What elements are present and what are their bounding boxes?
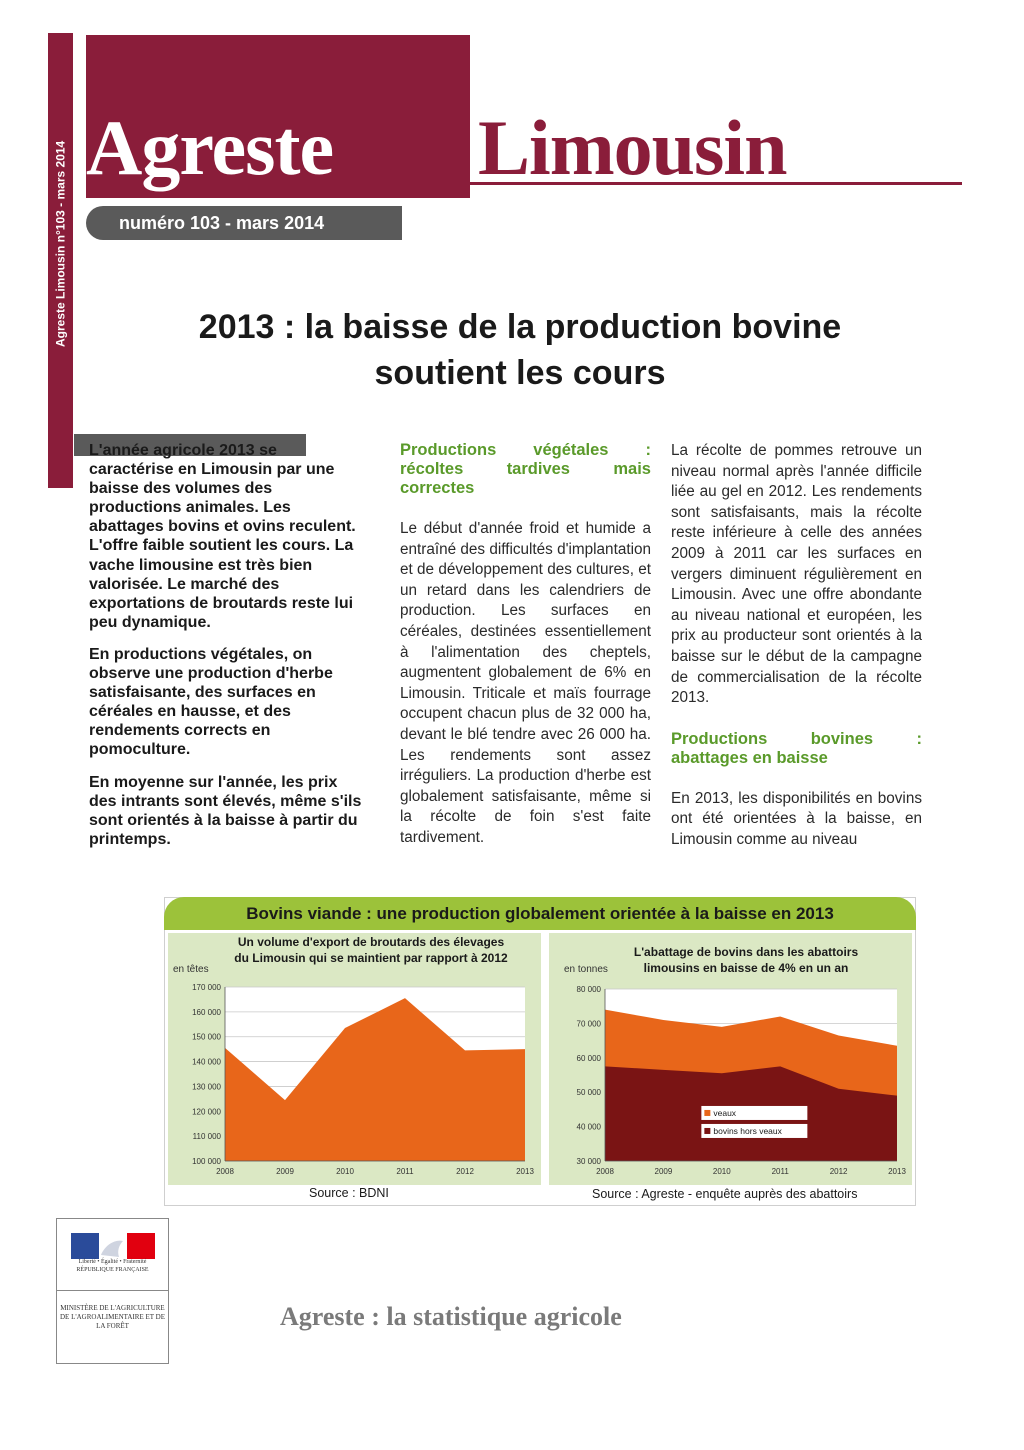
logo-republic-text: RÉPUBLIQUE FRANÇAISE (76, 1267, 149, 1273)
x-tick-label: 2011 (396, 1167, 414, 1176)
legend-swatch (704, 1128, 710, 1134)
x-tick-label: 2012 (456, 1167, 474, 1176)
intro-paragraph-2: En productions végétales, on observe une production d'herbe satisfaisante, des surfaces en céréales en hausse, et des rendements corrects en pomoculture. (89, 645, 333, 759)
x-tick-label: 2010 (712, 1167, 731, 1176)
y-tick-label: 30 000 (576, 1157, 601, 1166)
x-tick-label: 2008 (596, 1167, 614, 1176)
footer-tagline: Agreste : la statistique agricole (280, 1302, 622, 1331)
x-tick-label: 2012 (829, 1167, 848, 1176)
y-tick-label: 160 000 (192, 1007, 221, 1017)
intro-column (89, 441, 365, 862)
ministry-name: MINISTÈRE DE L'AGRICULTURE DE L'AGROALIMENTAIRE ET DE LA FORÊT (60, 1304, 165, 1330)
y-tick-label: 100 000 (192, 1157, 221, 1166)
y-tick-label: 40 000 (576, 1122, 601, 1132)
article-paragraph: En 2013, les disponibilités en bovins ont été orientées à la baisse, en Limousin comme au niveau (671, 789, 922, 848)
y-tick-label: 170 000 (192, 983, 221, 992)
article-paragraph: La récolte de pommes retrouve un niveau normal après l'année difficile liée au gel en 2012. Les rendements sont satisfaisants, mais la récolte reste inférieure à celle des années 2009 à 2011 car les surfaces en vergers diminuent régulièrement en Limousin. Avec une offre abondante au niveau national et européen, les prix au producteur sont orientés à la baisse sur le début de la campagne de commercialisation de la récolte 2013. (671, 442, 922, 707)
legend-label: veaux (713, 1107, 737, 1118)
legend-swatch (704, 1110, 710, 1116)
x-tick-label: 2011 (771, 1167, 789, 1176)
logo-divider (56, 1290, 169, 1291)
headline (120, 304, 920, 396)
section-heading-bovines: Productions bovines : abattages en baisse (671, 729, 922, 767)
chart-1-unit: en têtes (173, 964, 209, 975)
section-heading-vegetales: Productions végétales : récoltes tardives mais correctes (400, 441, 651, 497)
issue-badge: numéro 103 - mars 2014 (86, 206, 402, 240)
x-tick-label: 2013 (516, 1167, 534, 1176)
intro-paragraph-1: L'année agricole 2013 se caractérise en Limousin par une baisse des volumes des productions animales. Les abattages bovins et ovins reculent. L'offre faible soutient les cours. La vache limousine est très bien valorisée. Le marché des exportations de broutards reste lui peu dynamique. (89, 442, 356, 631)
chart-1 (168, 978, 541, 1184)
chart-2 (549, 978, 912, 1184)
chart-1-source: Source : BDNI (309, 1186, 389, 1200)
headline-line-1: 2013 : la baisse de la production bovine (198, 308, 842, 346)
chart-1-title: Un volume d'export de broutards des élevages du Limousin qui se maintient par rapport à 2012 (234, 935, 508, 965)
article-column-2 (400, 441, 651, 870)
y-tick-label: 110 000 (192, 1132, 221, 1142)
logo-motto-text: Liberté • Égalité • Fraternité (78, 1259, 147, 1265)
article-paragraph: Le début d'année froid et humide a entraîné des difficultés d'implantation et de développement des cultures, et un retard dans les calendriers de production. Les surfaces en céréales, destinées essentiellement à l'alimentation des cheptels, augmentent globalement de 6% en Limousin. Triticale et maïs fourrage occupent chacun plus de 32 000 ha, devant le blé tendre avec 26 000 ha. Les rendements sont assez irréguliers. La production d'herbe est globalement satisfaisante, même si la récolte de foin s'est faite tardivement. (400, 520, 651, 846)
masthead-agreste: Agreste (86, 104, 334, 191)
logo-motto (60, 1258, 165, 1274)
y-tick-label: 130 000 (192, 1082, 221, 1092)
headline-line-2: soutient les cours (374, 354, 666, 392)
chart-2-source: Source : Agreste - enquête auprès des abattoirs (592, 1187, 858, 1201)
y-tick-label: 70 000 (576, 1019, 601, 1029)
intro-paragraph-3: En moyenne sur l'année, les prix des intrants sont élevés, même s'ils sont orientés à la baisse à partir du printemps. (89, 773, 362, 848)
x-tick-label: 2008 (216, 1167, 234, 1176)
x-tick-label: 2010 (336, 1167, 354, 1176)
y-tick-label: 150 000 (192, 1032, 221, 1042)
chart-2-unit: en tonnes (564, 964, 608, 975)
chart-2-title: L'abattage de bovins dans les abattoirs limousins en baisse de 4% en un an (633, 945, 859, 975)
y-tick-label: 120 000 (192, 1107, 221, 1117)
y-tick-label: 140 000 (192, 1057, 221, 1067)
x-tick-label: 2009 (654, 1167, 673, 1176)
masthead-limousin: Limousin (478, 104, 787, 191)
legend-label: bovins hors veaux (713, 1125, 782, 1136)
x-tick-label: 2013 (888, 1167, 906, 1176)
y-tick-label: 50 000 (576, 1088, 601, 1098)
y-tick-label: 80 000 (576, 985, 601, 994)
article-column-3 (671, 441, 922, 872)
x-tick-label: 2009 (276, 1167, 294, 1176)
y-tick-label: 60 000 (576, 1053, 601, 1063)
ministry-logo (56, 1218, 169, 1364)
side-band-text: Agreste Limousin n°103 - mars 2014 (53, 140, 68, 347)
chart-panel-title: Bovins viande : une production globalement orientée à la baisse en 2013 (164, 897, 916, 930)
